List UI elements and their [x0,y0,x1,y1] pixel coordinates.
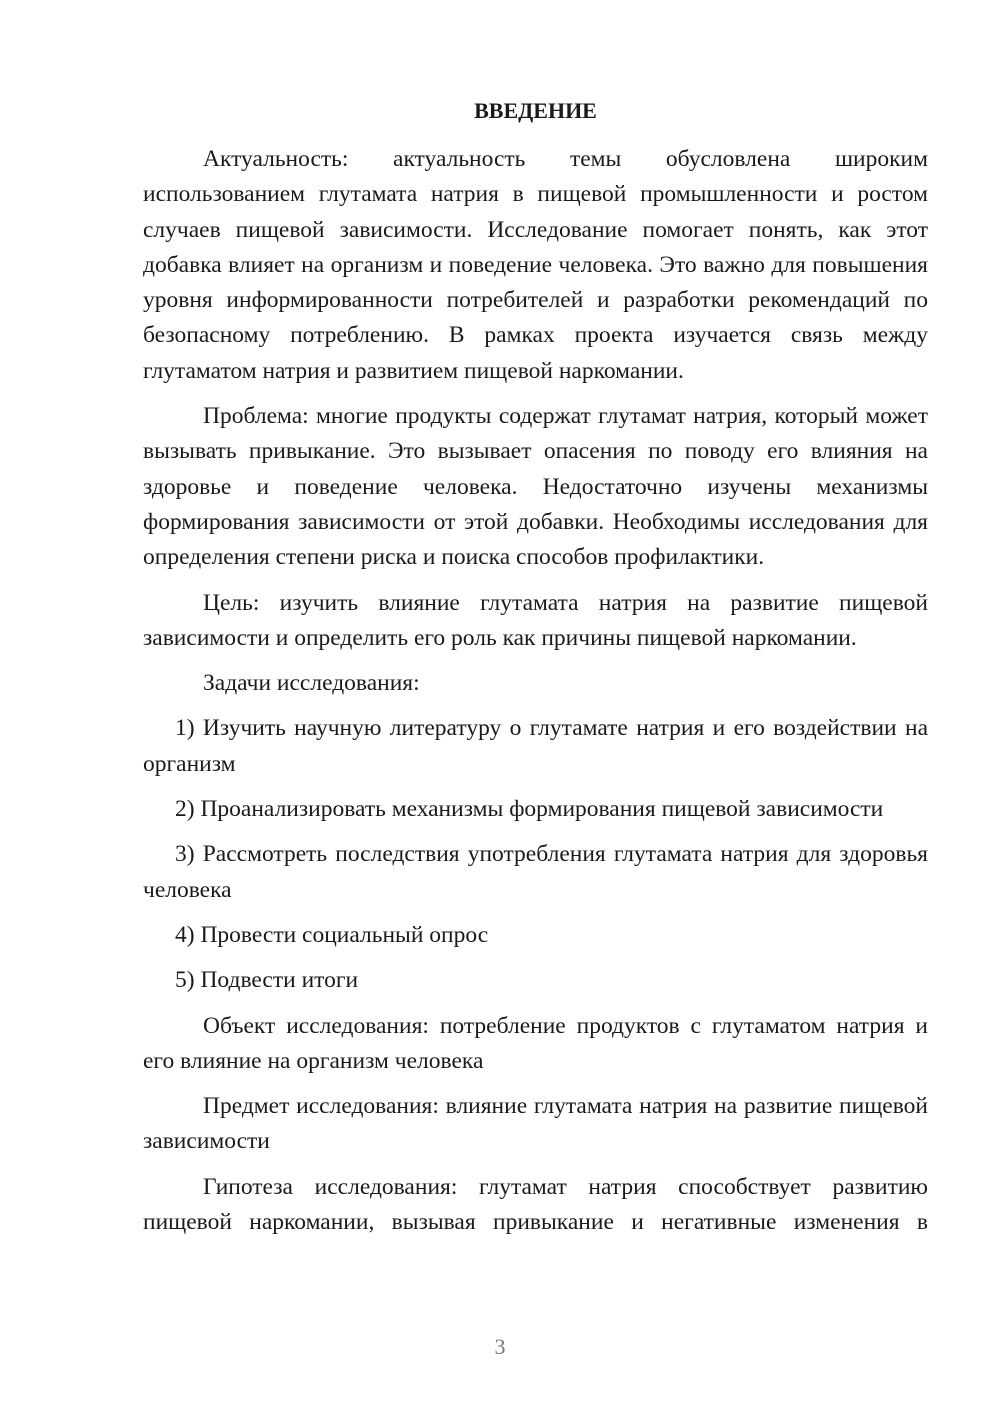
task-item-5: 5) Подвести итоги [175,967,359,994]
paragraph-tasks-heading: Задачи исследования: [203,670,420,697]
section-heading: ВВЕДЕНИЕ [474,98,597,123]
paragraph-subject: Предмет исследования: влияние глутамата натрия на развитие пищевой зависимости [143,1093,928,1155]
paragraph-relevance: Актуальность: актуальность темы обусловлена широким использованием глутамата натрия в пищевой промышленности и ростом случаев пищевой зависимости. Исследование помогает понять, как этот добавка влияет на организм и поведение человека. Это важно для повышения уровня информированности потребителей и разработки рекомендаций по безопасному потреблению. В рамках проекта изучается связь между глутаматом натрия и развитием пищевой наркомании. [143,146,928,384]
paragraph-hypothesis: Гипотеза исследования: глутамат натрия способствует развитию пищевой наркомании, вызывая привыкание и негативные изменения в [143,1173,928,1236]
task-item-4: 4) Провести социальный опрос [175,921,489,948]
paragraph-goal: Цель: изучить влияние глутамата натрия на развитие пищевой зависимости и определить его роль как причины пищевой наркомании. [143,589,928,651]
page-number: 3 [494,1334,506,1359]
task-item-3: 3) Рассмотреть последствия употребления глутамата натрия для здоровья человека [143,841,928,903]
body-text [143,142,928,1250]
task-item-1: 1) Изучить научную литературу о глутамате натрия и его воздействии на организм [143,715,928,777]
task-item-2: 2) Проанализировать механизмы формирования пищевой зависимости [175,796,884,823]
paragraph-problem: Проблема: многие продукты содержат глутамат натрия, который может вызывать привыкание. Это вызывает опасения по поводу его влияния на здоровье и поведение человека. Недостаточно изучены механизмы формирования зависимости от этой добавки. Необходимы исследования для определения степени риска и поиска способов профилактики. [143,403,928,571]
paragraph-object: Объект исследования: потребление продуктов с глутаматом натрия и его влияние на организм человека [143,1012,928,1074]
